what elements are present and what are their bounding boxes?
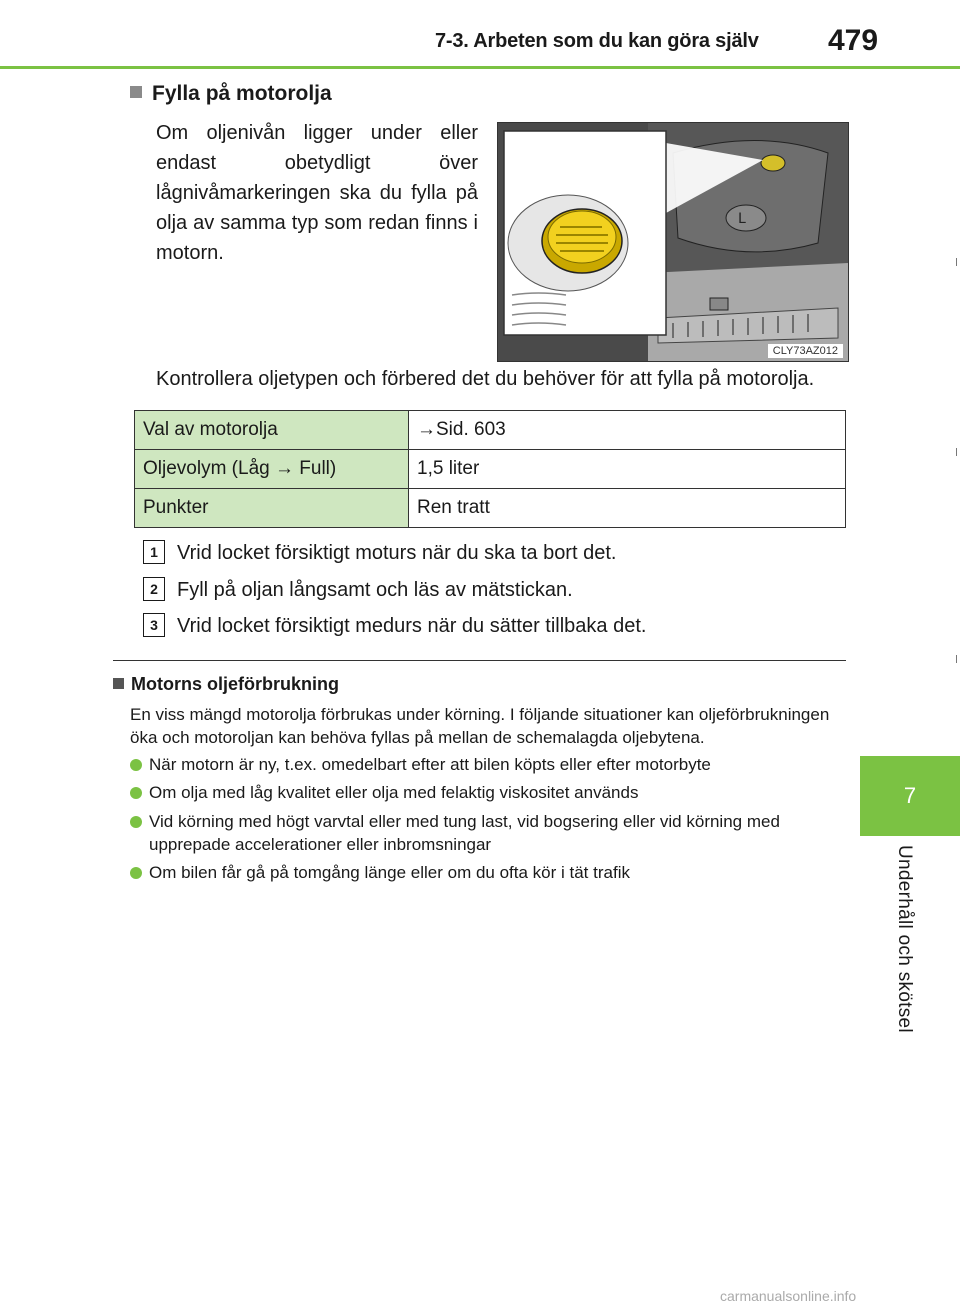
bullet-dot-icon: [130, 759, 142, 771]
section-heading: [130, 82, 332, 106]
table-value-cell: 1,5 liter: [409, 450, 846, 489]
list-item-text: Om bilen får gå på tomgång länge eller om du ofta kör i tät trafik: [149, 863, 630, 882]
square-bullet-icon: [113, 678, 124, 689]
chapter-tab: [860, 756, 960, 836]
chapter-number: 7: [903, 783, 917, 808]
step-number-badge: 1: [143, 540, 165, 564]
list-item: [130, 861, 846, 884]
step-item: [143, 540, 616, 565]
edge-tick: [956, 448, 957, 456]
table-row: [135, 411, 846, 450]
list-item-text: Vid körning med högt varvtal eller med tung last, vid bogsering eller vid körning med upprepade accelerationer eller inbromsningar: [149, 812, 780, 854]
step-text: Fyll på oljan långsamt och läs av mätstickan.: [177, 579, 573, 601]
header-rule: [0, 66, 960, 69]
list-item: [130, 781, 846, 804]
figure-code: CLY73AZ012: [768, 344, 843, 358]
list-item: [130, 810, 846, 856]
svg-text:L: L: [738, 211, 746, 227]
notes-heading: [113, 674, 339, 695]
footer-watermark: carmanualsonline.info: [720, 1288, 857, 1304]
header-section-title: 7-3. Arbeten som du kan göra själv: [435, 30, 759, 52]
preparation-text: Kontrollera oljetypen och förbered det du behöver för att fylla på motorolja.: [156, 368, 815, 390]
page-number: 479: [828, 24, 879, 57]
intro-paragraph: Om oljenivån ligger under eller endast obetydligt över lågnivåmarkeringen ska du fylla på olja av samma typ som redan finns i motorn.: [156, 122, 478, 264]
step-text: Vrid locket försiktigt medurs när du sätter tillbaka det.: [177, 615, 647, 637]
step-text: Vrid locket försiktigt moturs när du ska ta bort det.: [177, 542, 617, 564]
chapter-title: Underhåll och skötsel: [894, 845, 915, 1033]
bullet-dot-icon: [130, 787, 142, 799]
table-label-cell: Val av motorolja: [135, 411, 409, 450]
engine-bay-illustration: [498, 123, 848, 361]
section-divider: [113, 660, 846, 661]
table-label-cell: Punkter: [135, 489, 409, 528]
section-heading-text: Fylla på motorolja: [152, 82, 332, 105]
edge-tick: [956, 258, 957, 266]
list-item: [130, 753, 846, 776]
bullet-dot-icon: [130, 816, 142, 828]
step-number-badge: 2: [143, 577, 165, 601]
step-item: [143, 577, 573, 602]
table-value-cell: →Sid. 603: [409, 411, 846, 450]
edge-tick: [956, 655, 957, 663]
notes-paragraph: En viss mängd motorolja förbrukas under körning. I följande situationer kan oljeförbrukningen öka och motoroljan kan behöva fyllas på mellan de schemalagda oljebytena.: [130, 705, 830, 747]
list-item-text: Om olja med låg kvalitet eller olja med felaktig viskositet används: [149, 783, 639, 802]
oil-spec-table: [134, 410, 846, 528]
engine-oil-cap-figure: [497, 122, 849, 362]
step-number-badge: 3: [143, 613, 165, 637]
bullet-dot-icon: [130, 867, 142, 879]
table-value-cell: Ren tratt: [409, 489, 846, 528]
table-row: [135, 450, 846, 489]
step-item: [143, 613, 646, 638]
table-label-cell: Oljevolym (Låg → Full): [135, 450, 409, 489]
square-bullet-icon: [130, 86, 142, 98]
table-row: [135, 489, 846, 528]
notes-heading-text: Motorns oljeförbrukning: [131, 674, 339, 694]
list-item-text: När motorn är ny, t.ex. omedelbart efter att bilen köpts eller efter motorbyte: [149, 755, 711, 774]
